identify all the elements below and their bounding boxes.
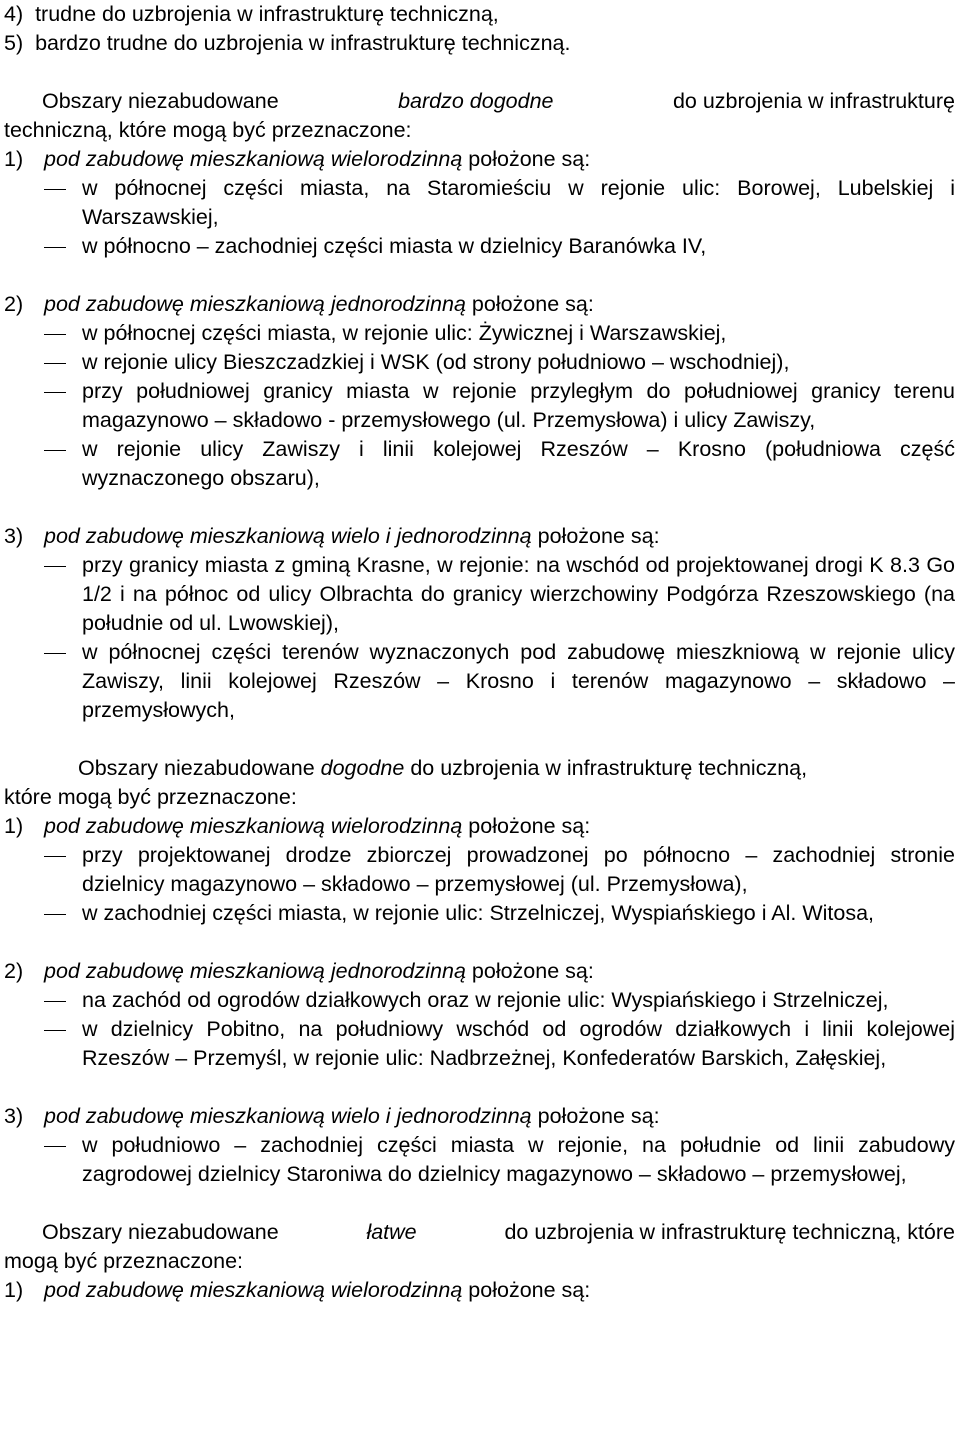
favorable-heading: Obszary niezabudowane dogodne do uzbrojenia w infrastrukturę techniczną, [78, 756, 808, 780]
list-item: w dzielnicy Pobitno, na południowy wschód od ogrodów działkowych i linii kolejowej Rzeszów – Przemyśl, w rejonie ulic: Nadbrzeżnej, Konfederatów Barskich, Załęskiej, [44, 1015, 955, 1073]
very-favorable-term: bardzo dogodne [398, 89, 554, 113]
dash-bullet [44, 899, 82, 928]
f-section-2-heading: 2) pod zabudowę mieszkaniową jednorodzinną położone są: [4, 959, 594, 983]
dash-bullet [44, 1131, 82, 1160]
list-item: w północno – zachodniej części miasta w dzielnicy Baranówka IV, [44, 232, 955, 261]
list-item: przy projektowanej drodze zbiorczej prowadzonej po północno – zachodniej stronie dzielnicy magazynowo – składowo – przemysłowej (ul. Przemysłowa), [44, 841, 955, 899]
vf-section-2-heading: 2) pod zabudowę mieszkaniową jednorodzinną położone są: [4, 292, 594, 316]
favorable-heading-cont: które mogą być przeznaczone: [4, 785, 297, 809]
list-item: w rejonie ulicy Bieszczadzkiej i WSK (od strony południowo – wschodniej), [44, 348, 955, 377]
easy-heading-cont: mogą być przeznaczone: [4, 1249, 244, 1273]
list-item: w południowo – zachodniej części miasta w rejonie, na południe od linii zabudowy zagrodowej dzielnicy Staroniwa do dzielnicy magazynowo – składowo – przemysłowej, [44, 1131, 955, 1189]
f-section-3-heading: 3) pod zabudowę mieszkaniową wielo i jednorodzinną położone są: [4, 1104, 660, 1128]
dash-bullet [44, 174, 82, 203]
easy-heading: Obszary niezabudowane łatwe do uzbrojenia w infrastrukturę techniczną, które [4, 1218, 955, 1247]
dash-bullet [44, 638, 82, 667]
dash-bullet [44, 551, 82, 580]
dash-bullet [44, 841, 82, 870]
very-favorable-heading-cont: techniczną, które mogą być przeznaczone: [4, 118, 412, 142]
list-item: w północnej części miasta, na Staromieściu w rejonie ulic: Borowej, Lubelskiej i Warszawskiej, [44, 174, 955, 232]
dash-bullet [44, 232, 82, 261]
intro-item-5: 5) bardzo trudne do uzbrojenia w infrastrukturę techniczną. [4, 31, 571, 55]
f-section-1-heading: 1) pod zabudowę mieszkaniową wielorodzinną położone są: [4, 814, 591, 838]
dash-bullet [44, 348, 82, 377]
list-item: w zachodniej części miasta, w rejonie ulic: Strzelniczej, Wyspiańskiego i Al. Witosa, [44, 899, 955, 928]
dash-bullet [44, 1015, 82, 1044]
list-item: przy południowej granicy miasta w rejonie przyległym do południowej granicy terenu magazynowo – składowo - przemysłowego (ul. Przemysłowa) i ulicy Zawiszy, [44, 377, 955, 435]
dash-bullet [44, 377, 82, 406]
easy-section-1-heading: 1) pod zabudowę mieszkaniową wielorodzinną położone są: [4, 1278, 591, 1302]
intro-item-4: 4) trudne do uzbrojenia w infrastrukturę techniczną, [4, 2, 499, 26]
dash-bullet [44, 435, 82, 464]
dash-bullet [44, 319, 82, 348]
list-item: na zachód od ogrodów działkowych oraz w rejonie ulic: Wyspiańskiego i Strzelniczej, [44, 986, 955, 1015]
vf-section-3-heading: 3) pod zabudowę mieszkaniową wielo i jednorodzinną położone są: [4, 524, 660, 548]
dash-bullet [44, 986, 82, 1015]
list-item: w rejonie ulicy Zawiszy i linii kolejowej Rzeszów – Krosno (południowa część wyznaczonego obszaru), [44, 435, 955, 493]
easy-term: łatwe [366, 1220, 417, 1244]
list-item: w północnej części miasta, w rejonie ulic: Żywicznej i Warszawskiej, [44, 319, 955, 348]
vf-section-1-heading: 1) pod zabudowę mieszkaniową wielorodzinną położone są: [4, 147, 591, 171]
list-item: przy granicy miasta z gminą Krasne, w rejonie: na wschód od projektowanej drogi K 8.3 Go 1/2 i na północ od ulicy Olbrachta do granicy wierzchowiny Podgórza Rzeszowskiego (na południe od ul. Lwowskiej), [44, 551, 955, 638]
list-item: w północnej części terenów wyznaczonych pod zabudowę mieszkniową w rejonie ulicy Zawiszy, linii kolejowej Rzeszów – Krosno i terenów magazynowo – składowo – przemysłowych, [44, 638, 955, 725]
favorable-term: dogodne [320, 756, 405, 780]
very-favorable-heading: Obszary niezabudowane bardzo dogodne do uzbrojenia w infrastrukturę [4, 87, 955, 116]
